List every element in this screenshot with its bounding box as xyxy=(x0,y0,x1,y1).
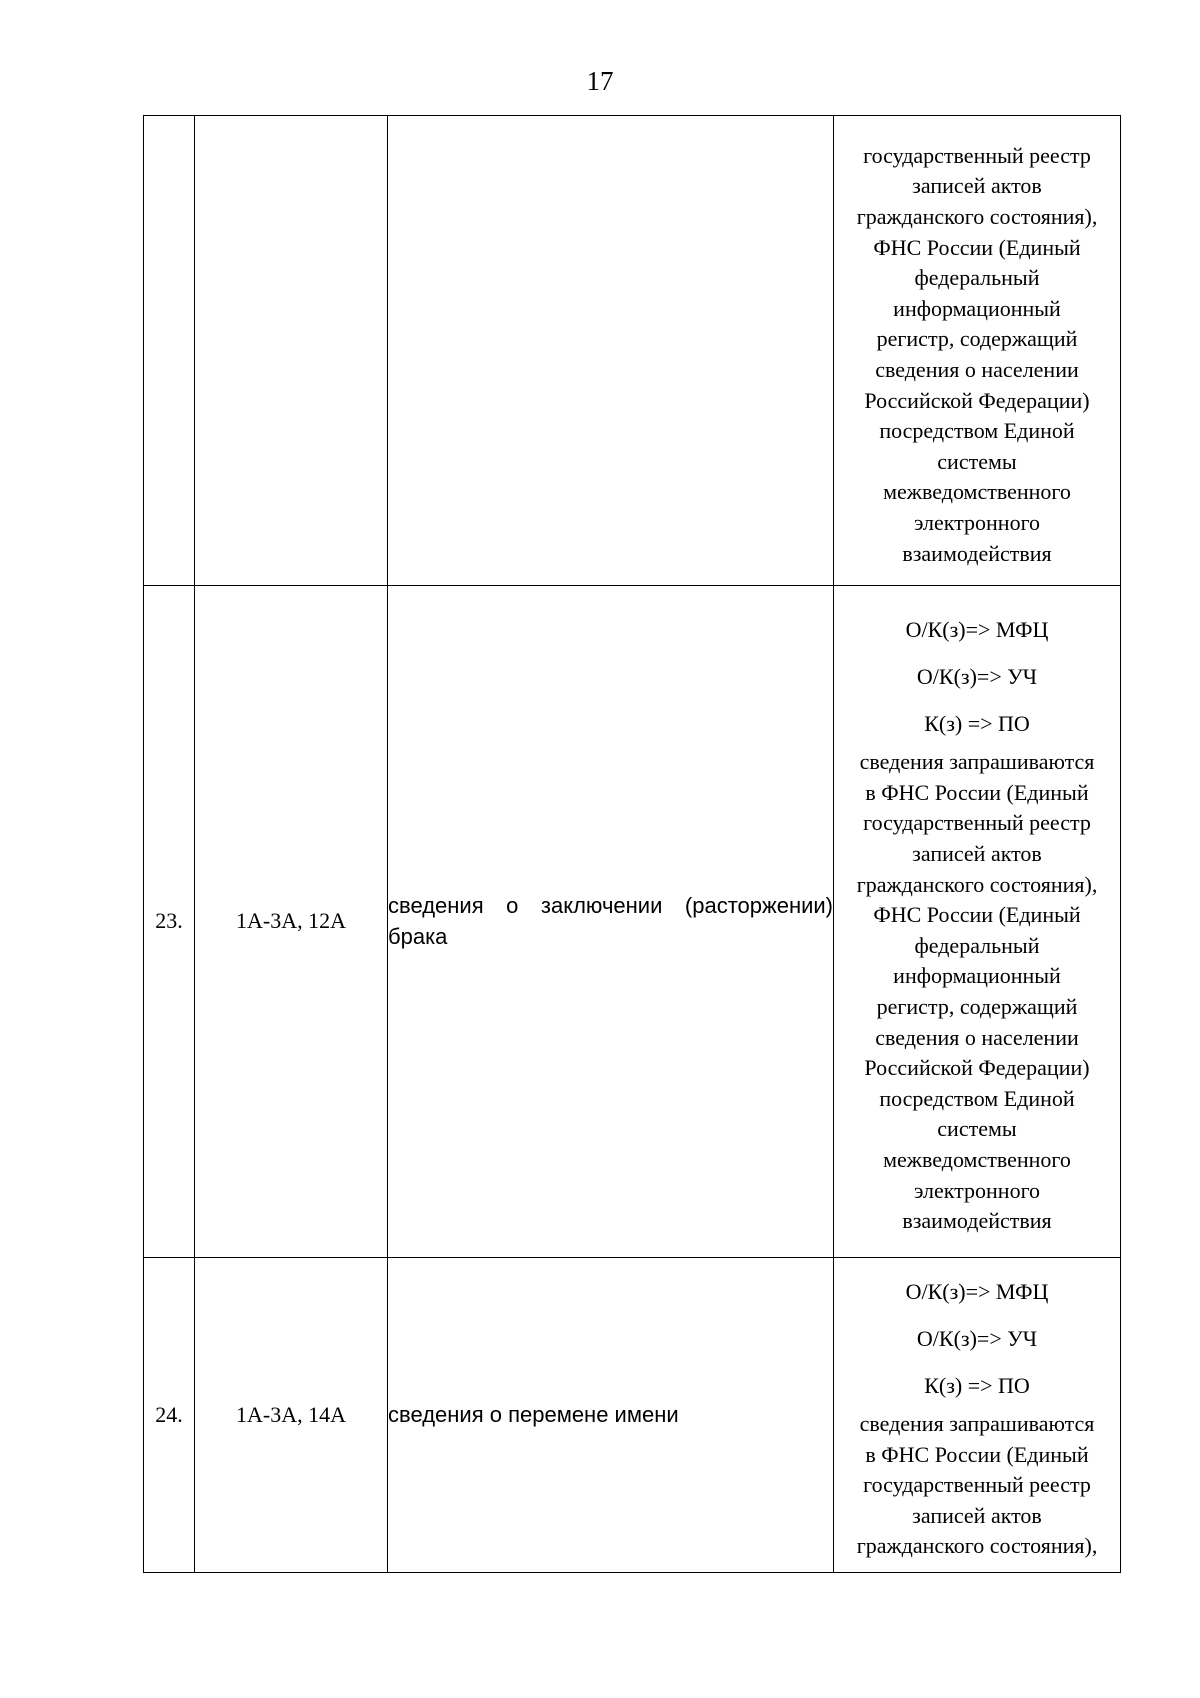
source-line: системы xyxy=(937,448,1017,474)
source-line: взаимодействия xyxy=(902,540,1052,566)
source-line: регистр, содержащий xyxy=(876,994,1078,1019)
source-line: государственный реестр xyxy=(863,810,1091,836)
source-line: государственный реестр xyxy=(863,1472,1091,1498)
source-line: записей актов xyxy=(912,841,1042,867)
source-line: регистр, содержащий xyxy=(876,326,1078,352)
row-number-cell: 24. xyxy=(144,1258,195,1573)
row-codes-cell: 1А-3А, 12А xyxy=(195,586,388,1258)
flow-line: О/К(з)=> МФЦ xyxy=(905,617,1049,643)
source-line: гражданского состояния), xyxy=(856,1533,1098,1559)
row-codes-cell: 1А-3А, 14А xyxy=(195,1258,388,1573)
source-line: Российской Федерации) xyxy=(864,1055,1090,1081)
source-line: сведения о населении xyxy=(875,357,1079,382)
source-line: записей актов xyxy=(912,173,1042,199)
source-text xyxy=(834,141,1120,569)
source-line: посредством Единой xyxy=(879,418,1075,444)
source-line: межведомственного xyxy=(883,1146,1071,1172)
row-number-cell: 23. xyxy=(144,586,195,1258)
source-line: электронного xyxy=(913,509,1041,535)
source-line: в ФНС России (Единый xyxy=(865,779,1089,805)
source-line: в ФНС России (Единый xyxy=(865,1441,1089,1467)
flow-line: К(з) => ПО xyxy=(924,711,1030,737)
source-line: сведения запрашиваются xyxy=(859,749,1095,775)
source-line: сведения о населении xyxy=(875,1024,1079,1050)
source-line: ФНС России (Единый xyxy=(873,902,1081,928)
table-row xyxy=(144,586,1121,1258)
flow-line: О/К(з)=> УЧ xyxy=(916,664,1038,690)
table-row xyxy=(144,116,1121,586)
source-text xyxy=(834,1409,1120,1562)
source-line: Российской Федерации) xyxy=(864,387,1090,413)
source-text xyxy=(834,747,1120,1237)
flow-line: О/К(з)=> МФЦ xyxy=(905,1279,1049,1305)
page-number: 17 xyxy=(586,66,614,96)
source-line: федеральный xyxy=(914,932,1040,958)
source-line: системы xyxy=(937,1116,1017,1142)
source-line: сведения запрашиваются xyxy=(859,1411,1095,1437)
source-line: информационный xyxy=(893,963,1061,989)
source-line: гражданского состояния), xyxy=(856,204,1098,230)
flow-line: О/К(з)=> УЧ xyxy=(916,1326,1038,1352)
flow-line: К(з) => ПО xyxy=(924,1373,1030,1399)
source-line: межведомственного xyxy=(883,479,1071,505)
source-line: записей актов xyxy=(912,1502,1042,1528)
row-codes-cell xyxy=(195,116,388,586)
source-line: федеральный xyxy=(914,265,1040,291)
row-description-cell: сведения о заключении (расторжении) брака xyxy=(388,586,834,1258)
source-line: ФНС России (Единый xyxy=(873,234,1081,260)
source-line: государственный реестр xyxy=(863,142,1091,168)
source-line: взаимодействия xyxy=(902,1208,1052,1234)
row-source-cell xyxy=(834,586,1121,1258)
source-line: электронного xyxy=(913,1177,1041,1203)
source-line: посредством Единой xyxy=(879,1085,1075,1111)
source-line: информационный xyxy=(893,295,1061,321)
row-source-cell xyxy=(834,1258,1121,1573)
row-description-cell xyxy=(388,116,834,586)
services-table xyxy=(143,115,1121,1573)
row-description-cell: сведения о перемене имени xyxy=(388,1258,834,1573)
table-row xyxy=(144,1258,1121,1573)
source-line: гражданского состояния), xyxy=(856,871,1098,897)
row-number-cell xyxy=(144,116,195,586)
row-source-cell xyxy=(834,116,1121,586)
